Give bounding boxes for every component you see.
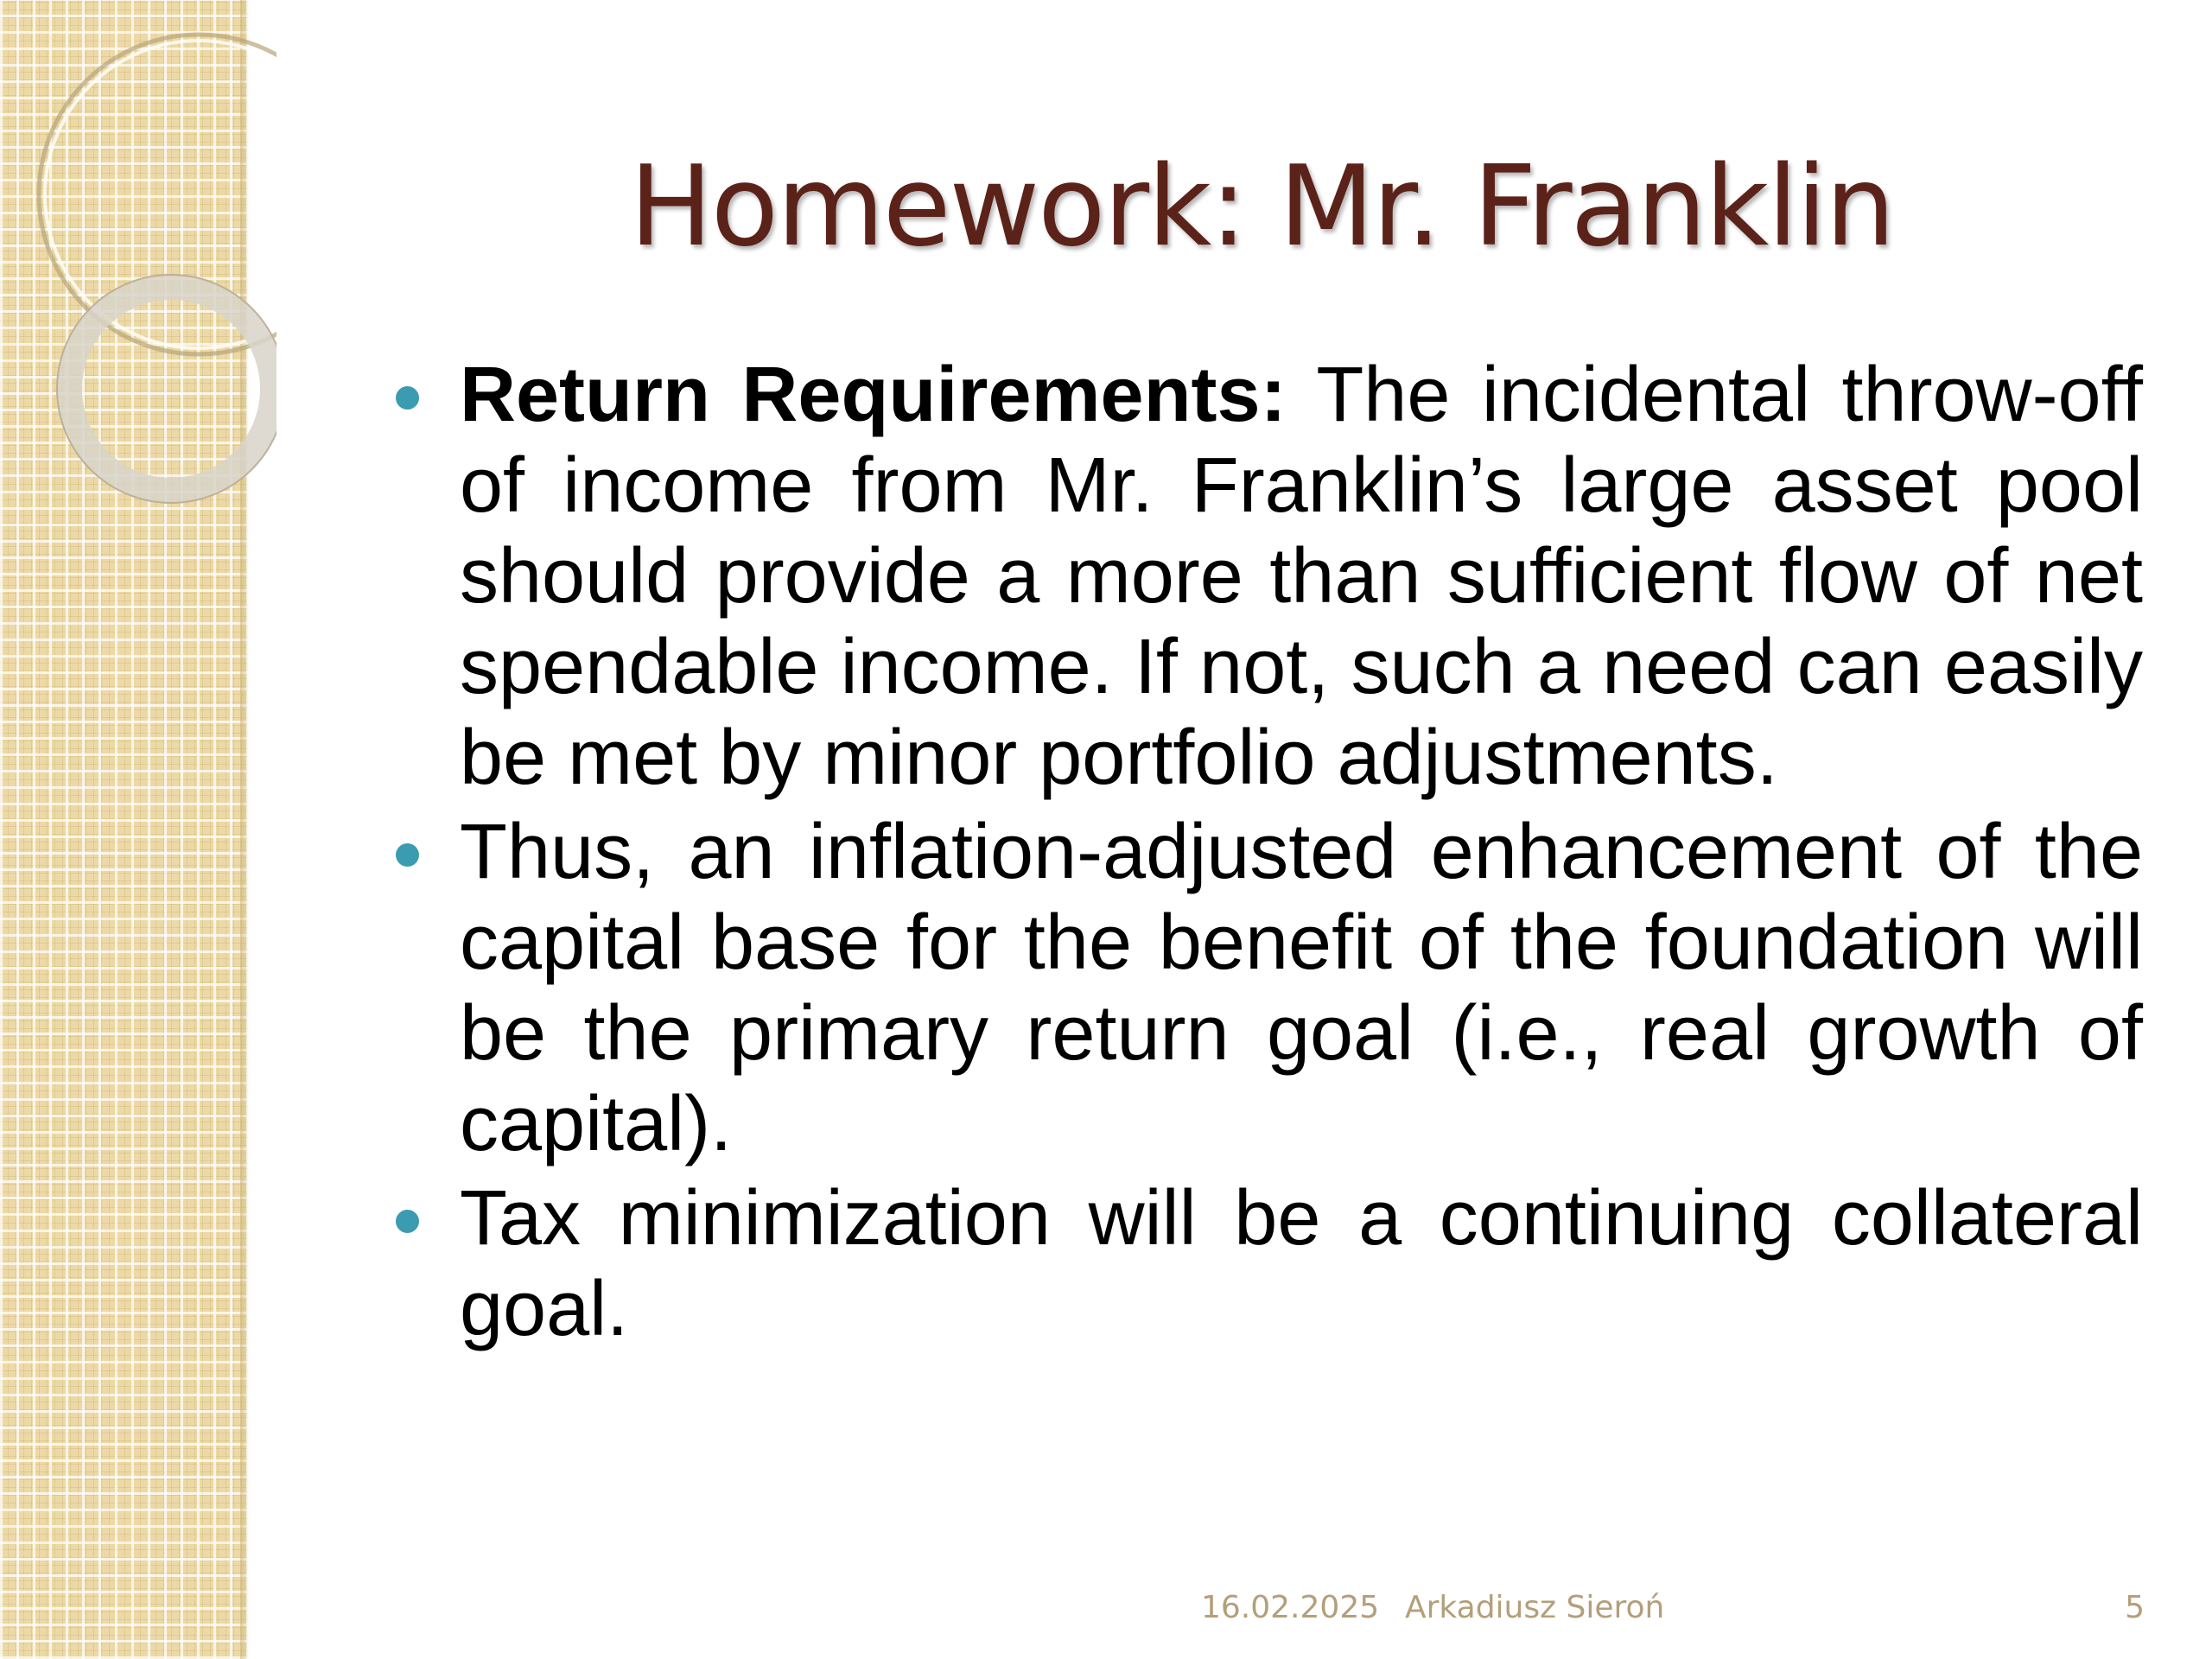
bullet-text: The incidental throw-off of income from Mr. Franklin’s large asset pool should provide a more than sufficient flow of net spendable income. If not, such a need can easily be met by minor portfolio adjustments. [460, 352, 2143, 801]
bullet-item-return-requirements [389, 350, 2143, 804]
slide-title: Homework: Mr. Franklin [629, 143, 1894, 271]
bullet-dot-icon [396, 1210, 419, 1233]
bullet-dot-icon [396, 843, 419, 867]
bullet-item-primary-goal [389, 807, 2143, 1170]
bullet-text: Tax minimization will be a continuing collateral goal. [460, 1175, 2143, 1352]
bullet-lead: Return Requirements: [460, 352, 1287, 438]
bullet-list [389, 350, 2143, 1358]
footer-author: Arkadiusz Sieroń [1405, 1590, 1665, 1625]
bullet-dot-icon [396, 386, 419, 410]
slide-number: 5 [2125, 1590, 2145, 1625]
decorative-rings-icon [0, 0, 276, 553]
bullet-text: Thus, an inflation-adjusted enhancement of the capital base for the benefit of the foundation will be the primary return goal (i.e., real growth of capital). [460, 809, 2143, 1167]
bullet-item-tax-minimization [389, 1173, 2143, 1355]
footer-date: 16.02.2025 [1201, 1590, 1380, 1625]
